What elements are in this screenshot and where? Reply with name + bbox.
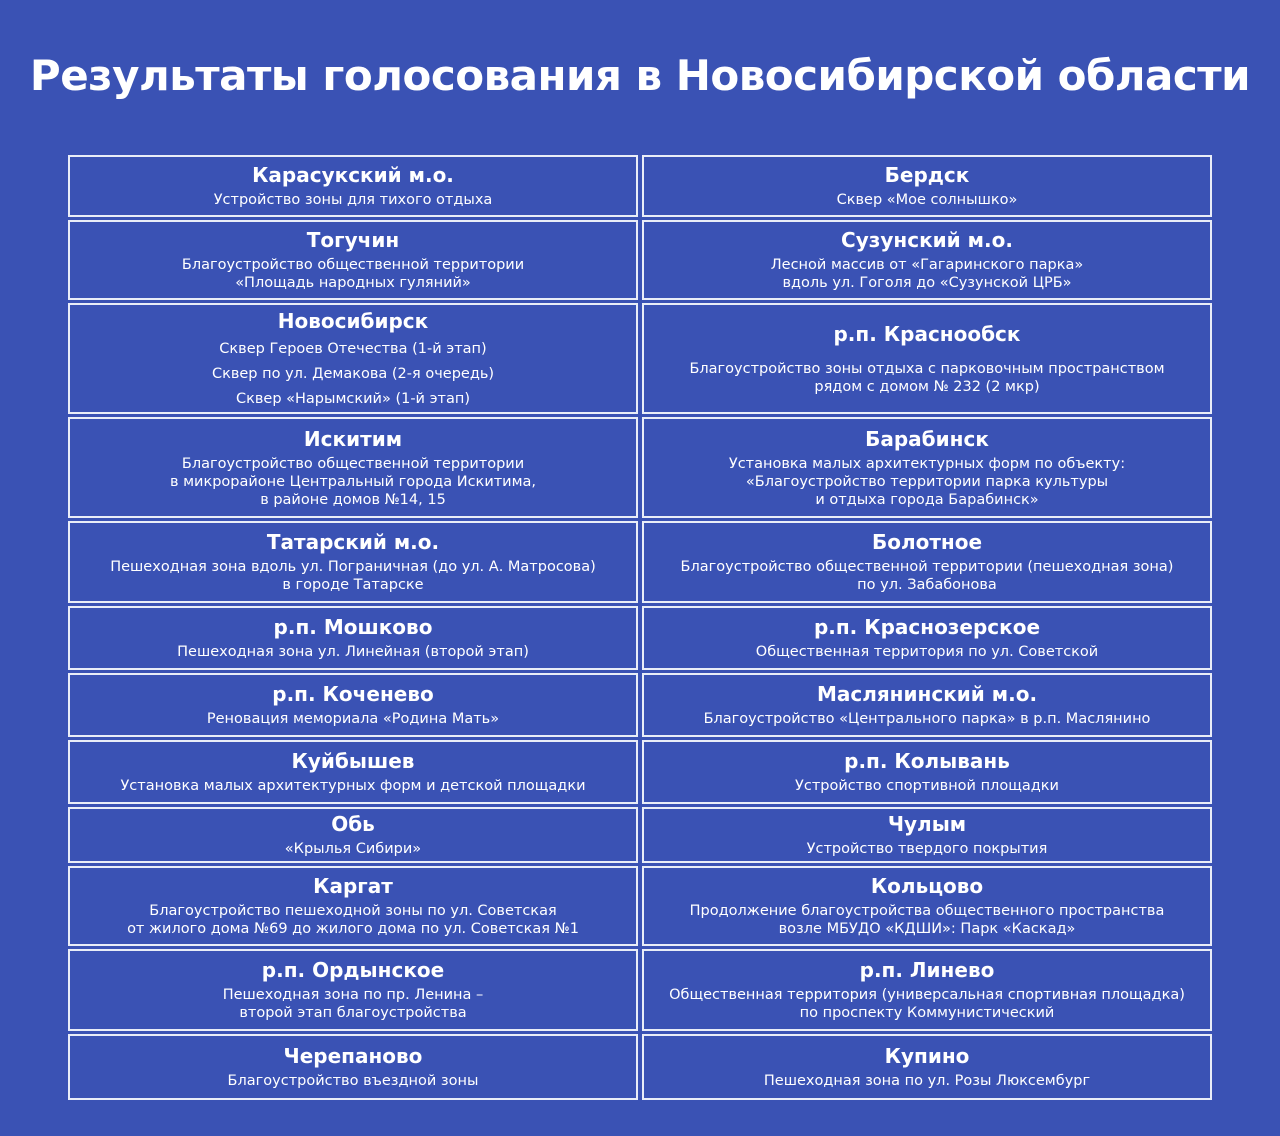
project-description: второй этап благоустройства (239, 1005, 467, 1021)
project-description: рядом с домом № 232 (2 мкр) (814, 378, 1040, 395)
locality-name: Искитим (303, 426, 403, 451)
project-description: «Крылья Сибири» (284, 841, 422, 857)
result-cell (642, 155, 1212, 217)
result-cell (642, 1034, 1212, 1100)
project-description: Пешеходная зона по ул. Розы Люксембург (763, 1073, 1091, 1089)
locality-name: Бердск (884, 163, 970, 187)
result-cell (68, 521, 638, 603)
project-description: Благоустройство «Центрального парка» в р.п. Маслянино (703, 711, 1151, 727)
project-description: «Площадь народных гуляний» (235, 275, 471, 291)
project-item: Сквер по ул. Демакова (2-я очередь) (211, 366, 495, 382)
locality-name: Каргат (313, 874, 393, 898)
project-description: Устройство спортивной площадки (795, 778, 1059, 794)
project-item: Сквер Героев Отечества (1-й этап) (219, 341, 487, 357)
project-description: Пешеходная зона ул. Линейная (второй этап) (177, 644, 529, 660)
locality-name: р.п. Ордынское (261, 958, 445, 982)
result-cell (642, 606, 1212, 670)
locality-name: Болотное (871, 530, 983, 554)
result-cell (642, 673, 1212, 737)
project-description: Продолжение благоустройства общественного пространства (689, 903, 1165, 919)
locality-name: Маслянинский м.о. (816, 682, 1038, 706)
project-item: Сквер «Нарымский» (1-й этап) (235, 391, 471, 407)
result-cell (68, 949, 638, 1031)
result-cell (642, 303, 1212, 414)
project-description: от жилого дома №69 до жилого дома по ул. Советская №1 (127, 921, 579, 937)
result-cell (642, 949, 1212, 1031)
result-cell (68, 1034, 638, 1100)
result-cell (68, 807, 638, 863)
locality-name: Черепаново (283, 1044, 423, 1068)
locality-name: Сузунский м.о. (841, 228, 1013, 252)
project-description: Пешеходная зона вдоль ул. Пограничная (до ул. А. Матросова) (110, 559, 596, 575)
result-cell (68, 220, 638, 300)
result-cell (68, 155, 638, 217)
locality-name: Чулым (887, 812, 967, 836)
result-cell (68, 673, 638, 737)
project-description: по проспекту Коммунистический (799, 1005, 1055, 1021)
result-cell (642, 740, 1212, 804)
locality-name: Купино (884, 1044, 970, 1068)
locality-name: Тогучин (306, 228, 400, 252)
result-cell (68, 740, 638, 804)
project-description: в городе Татарске (282, 577, 424, 593)
result-cell (642, 220, 1212, 300)
project-description: Лесной массив от «Гагаринского парка» (770, 257, 1084, 273)
results-table (68, 155, 1212, 1100)
project-description: Благоустройство общественной территории (181, 257, 525, 273)
result-cell (642, 807, 1212, 863)
result-cell (68, 417, 638, 518)
page-title: Результаты голосования в Новосибирской области (29, 51, 1251, 100)
project-description: Сквер «Мое солнышко» (836, 192, 1018, 208)
project-description: Общественная территория (универсальная спортивная площадка) (669, 987, 1185, 1003)
result-cell (68, 606, 638, 670)
locality-name: р.п. Краснозерское (813, 615, 1041, 639)
result-cell (68, 303, 638, 414)
locality-name: Обь (331, 812, 375, 836)
project-description: в районе домов №14, 15 (260, 491, 446, 508)
locality-name: р.п. Колывань (844, 749, 1010, 773)
project-description: Устройство твердого покрытия (806, 841, 1048, 857)
result-cell (68, 866, 638, 946)
project-description: Благоустройство общественной территории (пешеходная зона) (680, 559, 1174, 575)
project-description: по ул. Забабонова (857, 577, 997, 593)
project-description: «Благоустройство территории парка культуры (745, 473, 1109, 490)
project-description: Пешеходная зона по пр. Ленина – (222, 987, 484, 1003)
project-description: Установка малых архитектурных форм и детской площадки (120, 778, 586, 794)
locality-name: Татарский м.о. (266, 530, 440, 554)
result-cell (642, 417, 1212, 518)
project-description: Благоустройство общественной территории (181, 455, 525, 472)
locality-name: р.п. Краснообск (833, 321, 1021, 346)
result-cell (642, 866, 1212, 946)
locality-name: р.п. Линево (859, 958, 995, 982)
locality-name: Новосибирск (277, 309, 429, 333)
project-description: Устройство зоны для тихого отдыха (213, 192, 493, 208)
project-description: вдоль ул. Гоголя до «Сузунской ЦРБ» (782, 275, 1072, 291)
locality-name: Куйбышев (291, 749, 415, 773)
locality-name: Карасукский м.о. (252, 163, 454, 187)
locality-name: Барабинск (865, 426, 989, 451)
locality-name: р.п. Коченево (272, 682, 434, 706)
project-description: Благоустройство въездной зоны (227, 1073, 479, 1089)
project-description: возле МБУДО «КДШИ»: Парк «Каскад» (778, 921, 1076, 937)
project-description: Реновация мемориала «Родина Мать» (206, 711, 500, 727)
project-description: Общественная территория по ул. Советской (755, 644, 1099, 660)
project-description: Благоустройство зоны отдыха с парковочным пространством (689, 360, 1165, 377)
project-description: Установка малых архитектурных форм по объекту: (728, 455, 1126, 472)
project-description: в микрорайоне Центральный города Искитима, (169, 473, 537, 490)
project-description: Благоустройство пешеходной зоны по ул. Советская (149, 903, 557, 919)
locality-name: р.п. Мошково (273, 615, 433, 639)
locality-name: Кольцово (870, 874, 984, 898)
result-cell (642, 521, 1212, 603)
project-description: и отдыха города Барабинск» (815, 491, 1039, 508)
